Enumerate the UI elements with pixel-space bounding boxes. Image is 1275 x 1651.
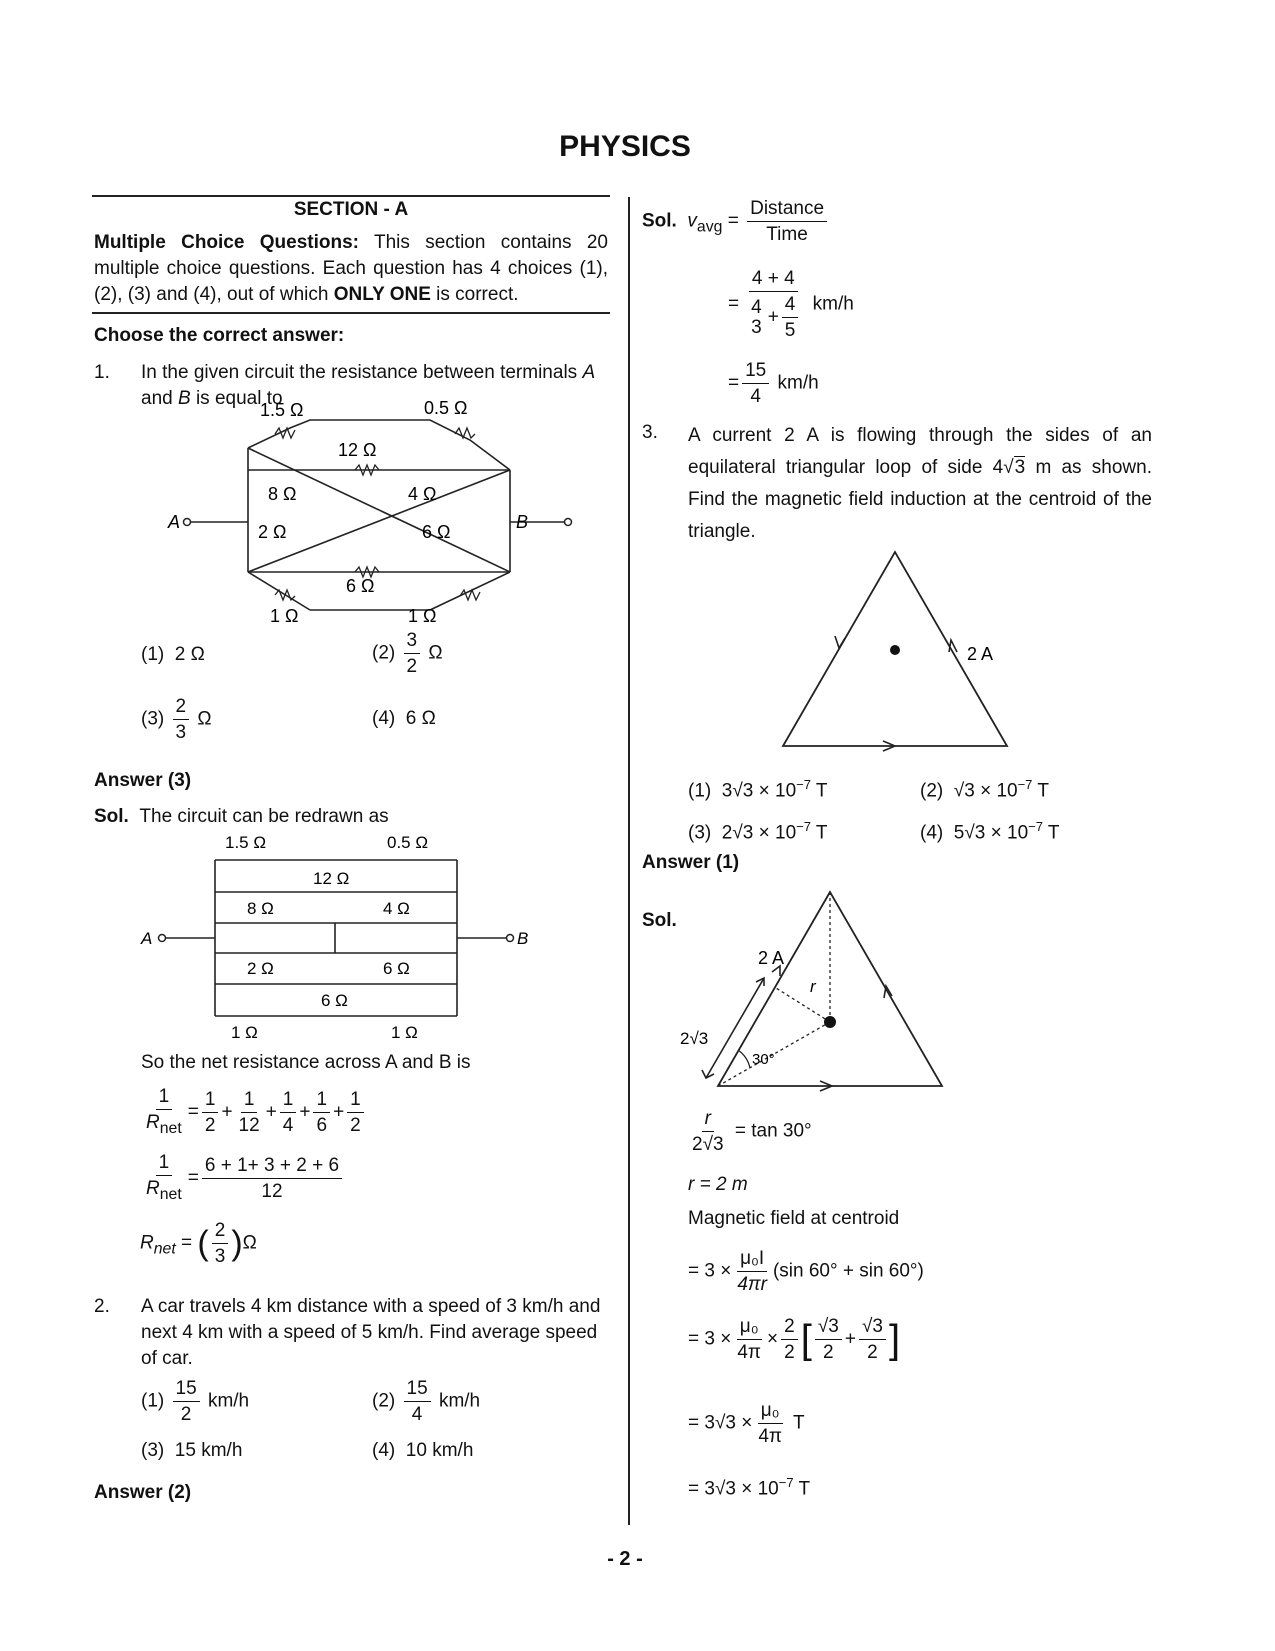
page-title: PHYSICS [559, 130, 691, 163]
q1-o2-n: 3 [404, 628, 421, 654]
q3-text [688, 420, 1152, 548]
q3-text-a: A current 2 A is flowing through the sides of an equilateral triangular loop of side [688, 425, 1152, 478]
eq1-t5 [347, 1087, 364, 1138]
q3-mf-eq4 [688, 1470, 810, 1502]
mf3-d: 4π [758, 1426, 782, 1447]
q2-o4-val: 10 km/h [405, 1440, 474, 1461]
mf1-d: 4πr [737, 1274, 767, 1295]
eq1-lhs [143, 1084, 185, 1141]
sol-centroid-dot [824, 1016, 836, 1028]
q1-r4-label: 8 Ω [268, 484, 297, 504]
q3-o1-exp: −7 [796, 777, 811, 792]
column-divider [628, 197, 630, 1525]
q3-o4-num: (4) [920, 822, 944, 844]
q1-r5-label: 4 Ω [408, 484, 437, 504]
mf2-mid: × [767, 1328, 779, 1350]
q2-answer: Answer (2) [94, 1482, 192, 1503]
q2-dist-frac [747, 196, 827, 247]
sol-r-label: r [810, 977, 816, 996]
q1-r2-label: 0.5 Ω [424, 398, 468, 418]
eq1-t3-n: 1 [280, 1087, 297, 1113]
q2-step1-a-d: 3 [751, 316, 762, 338]
q1-r8-label: 6 Ω [346, 576, 375, 596]
q1-o2-d: 2 [406, 656, 418, 677]
eq1-t2 [236, 1087, 263, 1138]
q3-eq-r-d: 2√3 [692, 1134, 724, 1155]
eq1-lhs-n: 1 [156, 1084, 173, 1110]
q3-mf-text: Magnetic field at centroid [688, 1208, 900, 1229]
eq3-paren-open: ( [197, 1224, 209, 1263]
eq1-t3 [280, 1087, 297, 1138]
mf4-val: = 3√3 × 10 [688, 1478, 779, 1500]
q2-o3-val: 15 km/h [174, 1440, 243, 1461]
q1-node-b: B [516, 512, 529, 532]
eq3-frac [212, 1218, 229, 1269]
q2-step1-unit: km/h [812, 293, 854, 315]
q2-step2-d: 4 [750, 386, 761, 407]
q2-o1-unit: km/h [207, 1390, 250, 1412]
eq2-rhs-d: 12 [261, 1180, 283, 1202]
q1-eq3: $R_{net}$ = ( $\frac{2}{3}$ )Ω [140, 1220, 257, 1267]
q2-time: Time [766, 224, 808, 245]
q3-side: 4√3 [992, 457, 1026, 478]
redraw-r7: 6 Ω [383, 959, 410, 978]
page-number: - 2 - [607, 1548, 643, 1570]
sol-side-label: 2√3 [680, 1029, 709, 1048]
section-bottom-rule [92, 312, 610, 314]
q1-text-b: and [141, 388, 178, 409]
q3-option-1 [688, 772, 828, 804]
eq1-r: R [146, 1112, 160, 1133]
mf1-pre: = 3 × [688, 1260, 732, 1282]
mf2-pre: = 3 × [688, 1328, 732, 1350]
q1-sol-text: The circuit can be redrawn as [139, 806, 389, 827]
eq1-t5-n: 1 [347, 1087, 364, 1113]
q2-sol-eq3: = $\frac{15}{4}$ km/h [728, 360, 819, 407]
mf2-b-n: √3 [815, 1314, 842, 1340]
q2-dist: Distance [747, 196, 827, 222]
q1-option-2 [372, 628, 443, 679]
mf3-frac [755, 1398, 785, 1449]
eq2-lhs-d [143, 1176, 185, 1207]
eq3-d: 3 [214, 1246, 226, 1267]
q2-v-sub: avg [696, 218, 723, 236]
q1-o3-d: 3 [175, 722, 187, 743]
q1-o3-num: (3) [141, 708, 165, 730]
q2-o1-d: 2 [180, 1404, 192, 1425]
mf2-a-d: 2 [784, 1342, 795, 1363]
q2-option-2 [372, 1376, 480, 1427]
eq1-t4-n: 1 [313, 1087, 330, 1113]
intro-bold: Multiple Choice Questions: [94, 232, 360, 253]
q1-o4-val: 6 Ω [405, 708, 436, 729]
mf3-n: μ₀ [758, 1398, 783, 1424]
q2-o4-num: (4) [372, 1440, 396, 1461]
mf3-pre: = 3√3 × [688, 1412, 753, 1434]
q1-r1-label: 1.5 Ω [260, 400, 304, 420]
q1-solution [94, 806, 389, 828]
q3-side-coef: 4 [992, 457, 1004, 478]
q1-net-text: So the net resistance across A and B is [141, 1052, 471, 1073]
mf4-exp: −7 [778, 1475, 794, 1490]
q3-o3-val: 2√3 × 10 [721, 822, 797, 844]
q1-redrawn-circuit [135, 828, 535, 1048]
q2-option-3 [141, 1440, 242, 1462]
eq1-lhs-d [143, 1110, 185, 1141]
q3-solution-figure [680, 888, 960, 1098]
mf1-post: (sin 60° + sin 60°) [772, 1260, 924, 1282]
q2-o2-n: 15 [404, 1376, 431, 1402]
q1-r3-label: 12 Ω [338, 440, 377, 460]
q3-o3-exp: −7 [796, 819, 811, 834]
q2-o2-num: (2) [372, 1390, 396, 1412]
q3-o2-unit: T [1037, 780, 1049, 802]
q1-o3-unit: Ω [197, 708, 212, 730]
mf2-bracket-close: ] [888, 1317, 901, 1362]
q3-o2-num: (2) [920, 780, 944, 802]
q3-eq-r-rhs: = tan 30° [734, 1120, 812, 1142]
q1-number: 1. [94, 362, 110, 383]
eq2-rhs-n: 6 + 1+ 3 + 2 + 6 [202, 1153, 342, 1179]
section-intro [94, 230, 608, 308]
eq1-t5-d: 2 [350, 1114, 361, 1136]
q1-term-a: A [582, 362, 596, 383]
q1-o1-num: (1) [141, 644, 165, 665]
q1-option-3 [141, 694, 212, 745]
q2-option-4 [372, 1440, 473, 1462]
q2-step1-den: 4 3 + $\frac{4}{5}$ [742, 292, 804, 343]
q3-side-rad: 3 [1014, 457, 1026, 478]
mf2-a-n: 2 [781, 1314, 798, 1340]
q2-step1-b-d: 5 [784, 320, 796, 341]
eq3-unit: Ω [242, 1232, 257, 1254]
section-top-rule [92, 195, 610, 197]
eq1-t2-n: 1 [241, 1087, 258, 1113]
q2-sol-eq2: = 4 + 4 4 3 + $\frac{4}{5}$ km/h [728, 268, 854, 341]
eq1-sub: net [159, 1119, 182, 1137]
q3-o1-unit: T [815, 780, 828, 802]
q1-r9-label: 1 Ω [270, 606, 299, 626]
q1-answer: Answer (3) [94, 770, 192, 791]
q2-o1-n: 15 [173, 1376, 200, 1402]
q2-o2-unit: km/h [438, 1390, 481, 1412]
q3-number: 3. [642, 422, 658, 443]
q2-step1-b-n: 4 [782, 292, 799, 318]
redraw-r8: 6 Ω [321, 991, 348, 1010]
eq2-lhs-n: 1 [156, 1150, 173, 1176]
q2-text: A car travels 4 km distance with a speed of 3 km/h and next 4 km with a speed of 5 km/h. Find average speed of car. [141, 1296, 601, 1369]
q1-r6-label: 2 Ω [258, 522, 287, 542]
sol-current-label: 2 A [758, 948, 785, 968]
q2-number: 2. [94, 1296, 110, 1317]
arrow-left-side [835, 636, 845, 648]
q3-r-value: r = 2 m [688, 1174, 748, 1195]
section-heading: SECTION - A [293, 199, 409, 220]
intro-end: is correct. [430, 284, 519, 305]
centroid-dot [890, 645, 900, 655]
eq1-t1-d: 2 [204, 1114, 216, 1136]
q2-step1-b [782, 292, 799, 343]
redraw-r6: 2 Ω [247, 959, 274, 978]
q3-o1-val: 3√3 × 10 [721, 780, 797, 802]
eq2-sub: net [159, 1185, 182, 1203]
redraw-r2: 0.5 Ω [387, 833, 429, 852]
eq1-t3-d: 4 [282, 1114, 294, 1136]
q1-text-c: is equal to [190, 388, 283, 409]
redraw-r4: 8 Ω [247, 899, 274, 918]
q3-option-3 [688, 814, 828, 846]
q1-term-b: B [177, 388, 191, 409]
q1-o1-val: 2 Ω [174, 644, 205, 665]
q3-text-b: m as shown. Find the magnetic field induction at the centroid of the triangle. [688, 457, 1152, 542]
eq1-t1 [202, 1087, 219, 1138]
mf2-frac-c [859, 1314, 886, 1365]
q3-eq-r-frac [689, 1106, 727, 1157]
q3-sol-label: Sol. [642, 910, 677, 931]
eq1-t4-d: 6 [316, 1114, 328, 1136]
q2-step2-unit: km/h [777, 372, 819, 394]
q1-eq2: $\frac{1}{R_{net}}$ = $\frac{6 + 1+ 3 + 2 + 6}{12}$ [140, 1150, 345, 1207]
mf2-c-d: 2 [867, 1342, 878, 1363]
q2-o1-num: (1) [141, 1390, 165, 1412]
eq3-r: R [140, 1232, 154, 1254]
q2-o2-d: 4 [411, 1404, 423, 1425]
redraw-node-b: B [517, 929, 529, 948]
mf1-frac [734, 1246, 770, 1297]
redraw-r5: 4 Ω [383, 899, 410, 918]
q2-sol-eq1: Sol. $v_{avg}$ = $\frac{\text{Distance}}{\text{Time}}$ [642, 196, 830, 247]
eq3-n: 2 [212, 1218, 229, 1244]
q3-current-label: 2 A [967, 644, 994, 664]
q1-sol-label: Sol. [94, 806, 129, 827]
q2-option-1 [141, 1376, 249, 1427]
eq1-t2-d: 12 [238, 1114, 260, 1136]
q2-v: v [687, 210, 697, 232]
q2-step1-a-n: 4 [751, 296, 762, 318]
redraw-r3: 12 Ω [313, 869, 350, 888]
q2-o3-num: (3) [141, 1440, 165, 1461]
q3-o4-exp: −7 [1028, 819, 1043, 834]
q3-o3-unit: T [815, 822, 828, 844]
redraw-r9: 1 Ω [231, 1023, 258, 1042]
eq1-t1-n: 1 [202, 1087, 219, 1113]
q2-sol-label: Sol. [642, 210, 677, 232]
eq3-sub: net [153, 1240, 176, 1258]
mf2-n: μ₀ [737, 1314, 762, 1340]
mf3-unit: T [792, 1412, 805, 1434]
q3-eq-r-n: r [702, 1106, 714, 1132]
q3-o2-exp: −7 [1017, 777, 1033, 792]
q2-step1-num: 4 + 4 [749, 266, 798, 292]
eq2-lhs [143, 1150, 185, 1207]
q1-r10-label: 1 Ω [408, 606, 437, 626]
eq2-r: R [146, 1178, 160, 1199]
q2-step2-n: 15 [742, 358, 769, 384]
mf2-frac-b [815, 1314, 842, 1365]
eq1-t4 [313, 1087, 330, 1138]
intro-text: This section contains 20 multiple choice questions. Each question has 4 choices (1), (2), (3) and (4), out of which [94, 232, 608, 305]
q3-answer: Answer (1) [642, 852, 740, 873]
q1-o4-num: (4) [372, 708, 396, 729]
arrow-right-side [949, 640, 957, 652]
eq3-paren-close: ) [231, 1224, 243, 1263]
q1-option-4 [372, 708, 436, 730]
q1-o2-frac [404, 628, 421, 679]
redraw-r1: 1.5 Ω [225, 833, 267, 852]
q3-o2-val: √3 × 10 [953, 780, 1018, 802]
q1-o3-n: 2 [173, 694, 190, 720]
q3-o3-num: (3) [688, 822, 712, 844]
q3-mf-eq1 [688, 1246, 924, 1297]
q3-option-2 [920, 772, 1049, 804]
redraw-r10: 1 Ω [391, 1023, 418, 1042]
q1-text-a: In the given circuit the resistance between terminals [141, 362, 583, 383]
mf2-d: 4π [737, 1342, 762, 1363]
q1-o2-unit: Ω [428, 642, 443, 664]
mf2-b-d: 2 [823, 1342, 834, 1363]
q1-eq1: $\frac{1}{R_{net}}$ = $\frac{1}{2}$ + $\frac{1}{12}$ + $\frac{1}{4}$ + $\frac{1}{6}$ + $\frac{1}{2}$ [140, 1084, 367, 1141]
q3-option-4 [920, 814, 1060, 846]
q3-mf-eq3 [688, 1398, 805, 1449]
q1-o3-frac [173, 694, 190, 745]
q2-step2-frac [742, 358, 769, 409]
q1-option-1 [141, 644, 205, 666]
q1-o2-num: (2) [372, 642, 396, 664]
q1-r7-label: 6 Ω [422, 522, 451, 542]
mf2-frac-a [781, 1314, 798, 1365]
q3-eq-r [686, 1106, 812, 1157]
redraw-node-a: A [141, 929, 153, 948]
mf2-frac-mu [734, 1314, 764, 1365]
q3-mf-eq2: = 3 × $\frac{\text{μ₀}}{4\pi}$ × $\frac{2}{2}$ [ $\frac{√3}{2}$ + $\frac{√3}{2}$ ] [688, 1316, 901, 1363]
sol-angle-label: 30° [752, 1051, 775, 1068]
instruction: Choose the correct answer: [94, 325, 345, 346]
mf4-unit: T [798, 1478, 811, 1500]
intro-bold2: ONLY ONE [333, 284, 431, 305]
mf1-n: μ₀I [737, 1246, 767, 1272]
q2-step1-a [748, 298, 765, 338]
eq2-rhs [202, 1153, 342, 1204]
q2-o2-frac [404, 1376, 431, 1427]
mf2-bracket-open: [ [800, 1317, 812, 1362]
q3-o4-val: 5√3 × 10 [953, 822, 1029, 844]
q2-step1-frac [742, 266, 804, 343]
mf2-c-n: √3 [859, 1314, 886, 1340]
q1-node-a: A [168, 512, 181, 532]
q3-o4-unit: T [1047, 822, 1060, 844]
q3-triangle-figure [775, 548, 1015, 758]
q1-text [141, 360, 611, 412]
q2-o1-frac [173, 1376, 200, 1427]
q3-o1-num: (1) [688, 780, 712, 802]
